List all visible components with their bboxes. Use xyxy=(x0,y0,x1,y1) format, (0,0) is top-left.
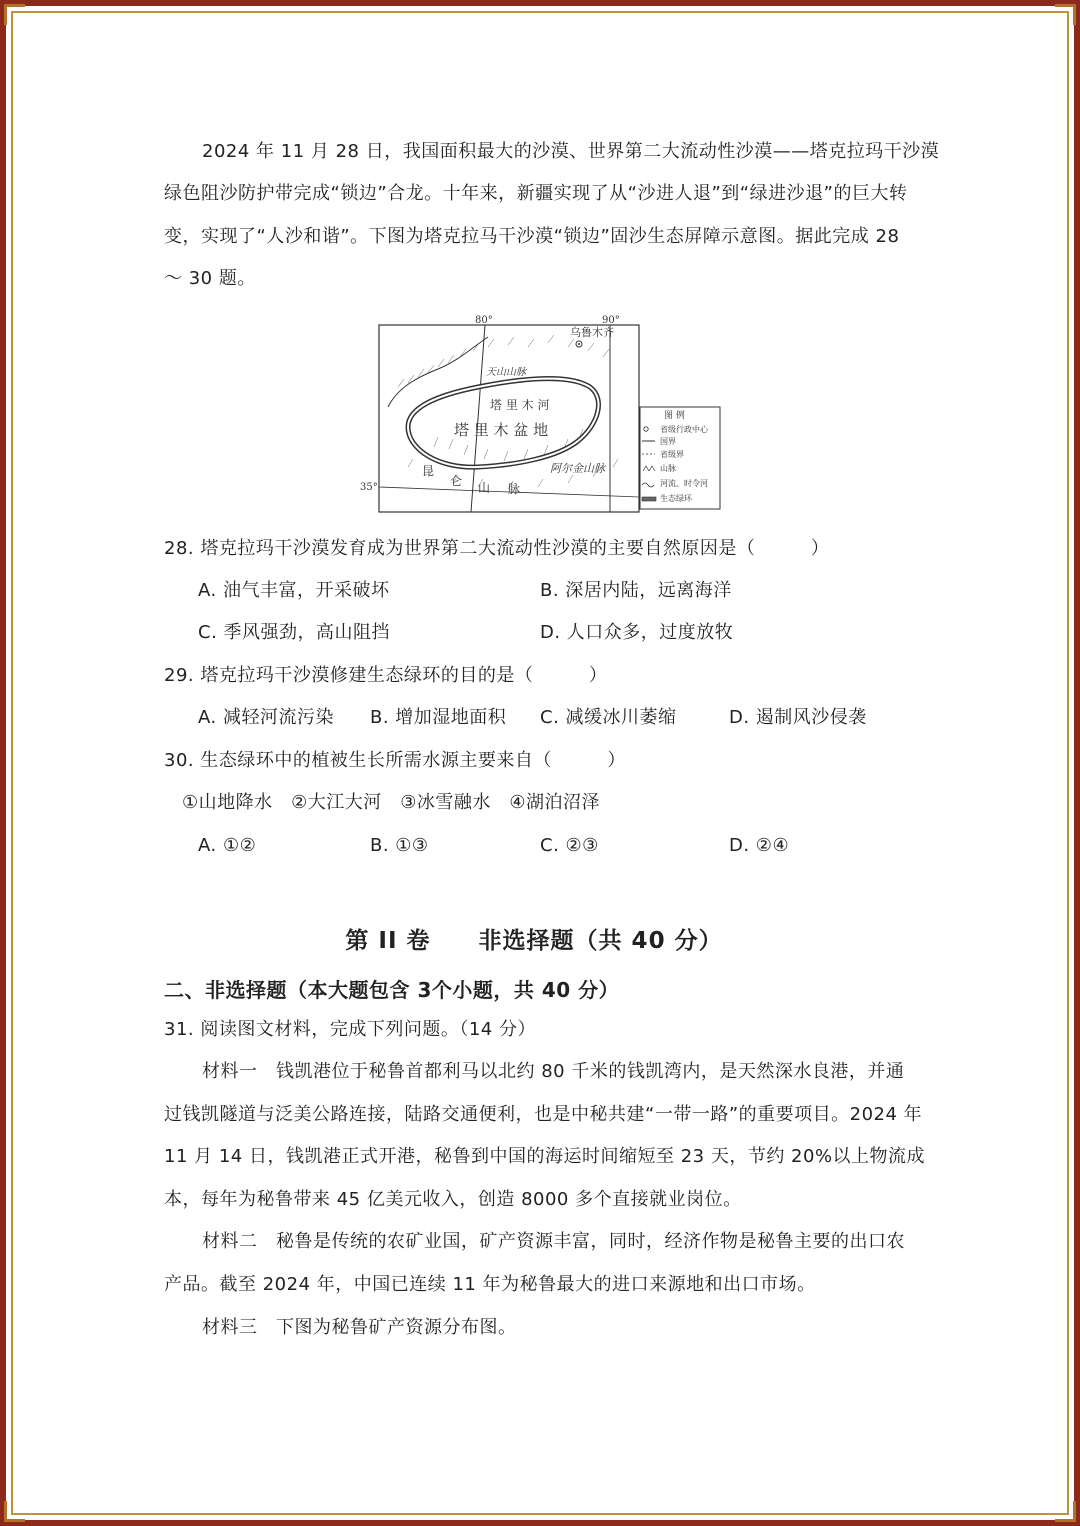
material-2-line: 材料二 秘鲁是传统的农矿业国，矿产资源丰富，同时，经济作物是秘鲁主要的出口农 xyxy=(202,1231,905,1252)
material-1-line: 材料一 钱凯港位于秘鲁首都利马以北约 80 千米的钱凯湾内，是天然深水良港，并通 xyxy=(202,1061,905,1082)
question-28-option[interactable]: C. 季风强劲，高山阻挡 xyxy=(198,622,391,643)
question-31-stem: 31. 阅读图文材料，完成下列问题。（14 分） xyxy=(164,1019,536,1040)
tianshan-label: 天山山脉 xyxy=(486,367,526,378)
basin-label: 塔 里 木 盆 地 xyxy=(454,421,549,439)
map-legend xyxy=(640,407,720,509)
question-29-option[interactable]: B. 增加湿地面积 xyxy=(370,707,507,728)
kunlun-label: 山 xyxy=(478,481,491,495)
legend-item: 山脉 xyxy=(660,464,676,473)
corner-ornament xyxy=(1055,1501,1076,1522)
legend-item: 省级界 xyxy=(660,450,684,459)
legend-item: 河流、时令河 xyxy=(660,479,708,488)
intro-line: 2024 年 11 月 28 日，我国面积最大的沙漠、世界第二大流动性沙漠——塔克拉玛干沙漠 xyxy=(202,141,940,162)
material-1-line: 11 月 14 日，钱凯港正式开港，秘鲁到中国的海运时间缩短至 23 天，节约 20%以上物流成 xyxy=(164,1146,926,1167)
question-29-option[interactable]: A. 减轻河流污染 xyxy=(198,707,334,728)
legend-title: 图 例 xyxy=(664,411,685,421)
question-28-option[interactable]: D. 人口众多，过度放牧 xyxy=(540,622,734,643)
legend-green-ring-icon xyxy=(642,497,656,501)
corner-ornament xyxy=(1055,4,1076,25)
kunlun-label: 脉 xyxy=(508,482,521,496)
question-29-stem: 29. 塔克拉玛干沙漠修建生态绿环的目的是（ ） xyxy=(164,665,608,686)
question-28-stem: 28. 塔克拉玛干沙漠发育成为世界第二大流动性沙漠的主要自然原因是（ ） xyxy=(164,538,830,559)
intro-line: 绿色阻沙防护带完成“锁边”合龙。十年来，新疆实现了从“沙进人退”到“绿进沙退”的巨大转 xyxy=(164,183,908,204)
section-title: 第 II 卷 非选择题（共 40 分） xyxy=(345,928,723,954)
question-29-option[interactable]: D. 遏制风沙侵袭 xyxy=(729,707,867,728)
legend-item: 国界 xyxy=(660,437,676,446)
corner-ornament xyxy=(4,1501,25,1522)
question-28-option[interactable]: B. 深居内陆，远离海洋 xyxy=(540,580,732,601)
material-1-line: 本，每年为秘鲁带来 45 亿美元收入，创造 8000 多个直接就业岗位。 xyxy=(164,1189,742,1210)
legend-item: 生态绿环 xyxy=(660,494,692,503)
material-3-line: 材料三 下图为秘鲁矿产资源分布图。 xyxy=(202,1317,517,1338)
altun-label: 阿尔金山脉 xyxy=(550,462,605,475)
river-label: 塔 里 木 河 xyxy=(490,398,550,412)
intro-line: ～ 30 题。 xyxy=(164,268,256,289)
kunlun-label: 昆 xyxy=(422,464,435,478)
capital-marker-dot-icon xyxy=(578,343,580,345)
question-30-option[interactable]: B. ①③ xyxy=(370,835,429,856)
material-1-line: 过钱凯隧道与泛美公路连接，陆路交通便利，也是中秘共建“一带一路”的重要项目。2024 年 xyxy=(164,1104,923,1125)
question-29-option[interactable]: C. 减缓冰川萎缩 xyxy=(540,707,677,728)
lon-90-label: 90° xyxy=(602,315,620,326)
question-30-option[interactable]: C. ②③ xyxy=(540,835,599,856)
question-30-subitems: ①山地降水 ②大江大河 ③冰雪融水 ④湖泊沼泽 xyxy=(182,792,601,813)
question-28-option[interactable]: A. 油气丰富，开采破坏 xyxy=(198,580,390,601)
city-label: 乌鲁木齐 xyxy=(570,326,614,339)
question-30-stem: 30. 生态绿环中的植被生长所需水源主要来自（ ） xyxy=(164,750,626,771)
corner-ornament xyxy=(4,4,25,25)
kunlun-label: 仑 xyxy=(450,474,463,488)
lat-35-label: 35° xyxy=(360,482,378,493)
intro-line: 变，实现了“人沙和谐”。下图为塔克拉马干沙漠“锁边”固沙生态屏障示意图。据此完成 28 xyxy=(164,226,900,247)
lon-80-label: 80° xyxy=(475,315,493,326)
question-30-option[interactable]: D. ②④ xyxy=(729,835,790,856)
material-2-line: 产品。截至 2024 年，中国已连续 11 年为秘鲁最大的进口来源地和出口市场。 xyxy=(164,1274,816,1295)
part-title: 二、非选择题（本大题包含 3个小题，共 40 分） xyxy=(164,978,620,1002)
taklamakan-map xyxy=(360,315,722,517)
legend-item: 省级行政中心 xyxy=(660,425,708,434)
question-30-option[interactable]: A. ①② xyxy=(198,835,257,856)
